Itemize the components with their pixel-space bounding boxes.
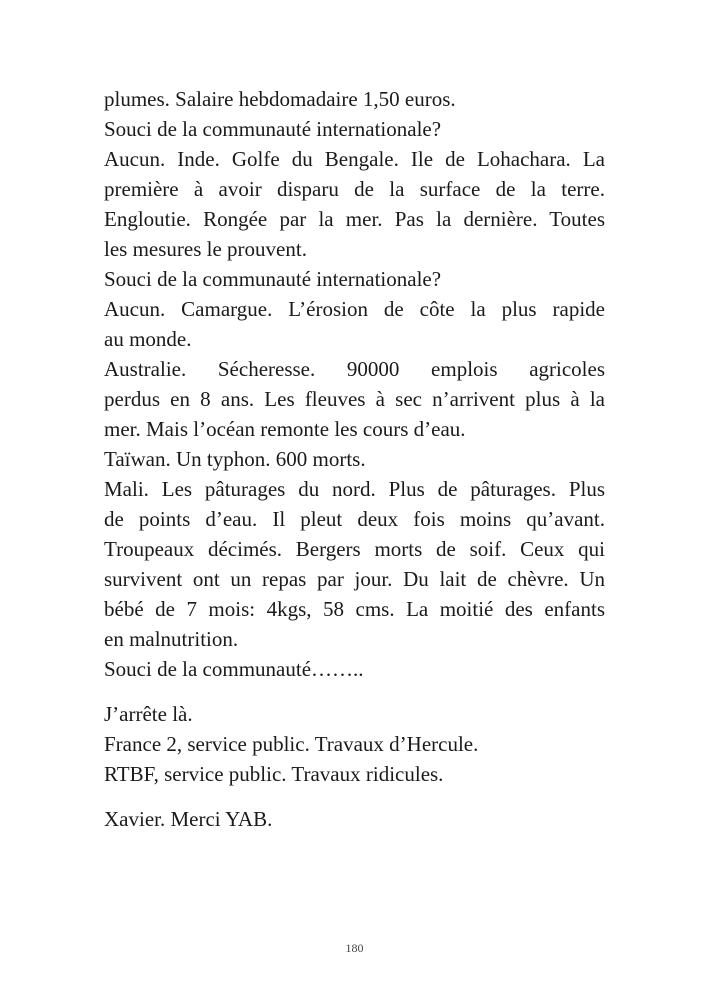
paragraph-gap bbox=[104, 684, 605, 699]
signature-line: Xavier. Merci YAB. bbox=[104, 807, 273, 831]
text-line: Australie. Sécheresse. 90000 emplois agricoles bbox=[104, 357, 605, 381]
text-line: survivent ont un repas par jour. Du lait de chèvre. Un bbox=[104, 567, 605, 591]
text-line: Taïwan. Un typhon. 600 morts. bbox=[104, 447, 366, 471]
text-line: Souci de la communauté internationale? bbox=[104, 117, 442, 141]
text-line: plumes. Salaire hebdomadaire 1,50 euros. bbox=[104, 87, 456, 111]
body-text bbox=[104, 84, 605, 834]
text-line: perdus en 8 ans. Les fleuves à sec n’arrivent plus à la bbox=[104, 387, 605, 411]
text-line: Aucun. Inde. Golfe du Bengale. Ile de Lohachara. La bbox=[104, 147, 605, 171]
text-line: France 2, service public. Travaux d’Hercule. bbox=[104, 732, 479, 756]
page-number: 180 bbox=[345, 941, 364, 955]
text-line: Mali. Les pâturages du nord. Plus de pâturages. Plus bbox=[104, 477, 605, 501]
text-line: les mesures le prouvent. bbox=[104, 237, 307, 261]
text-line: Aucun. Camargue. L’érosion de côte la plus rapide bbox=[104, 297, 605, 321]
text-line: bébé de 7 mois: 4kgs, 58 cms. La moitié des enfants bbox=[104, 597, 605, 621]
paragraph-gap bbox=[104, 789, 605, 804]
text-line: au monde. bbox=[104, 327, 192, 351]
text-line: Troupeaux décimés. Bergers morts de soif. Ceux qui bbox=[104, 537, 605, 561]
text-line: Souci de la communauté internationale? bbox=[104, 267, 442, 291]
text-line: première à avoir disparu de la surface de la terre. bbox=[104, 177, 605, 201]
text-line: RTBF, service public. Travaux ridicules. bbox=[104, 762, 444, 786]
text-line: mer. Mais l’océan remonte les cours d’eau. bbox=[104, 417, 466, 441]
text-line: de points d’eau. Il pleut deux fois moins qu’avant. bbox=[104, 507, 605, 531]
text-line: Souci de la communauté…….. bbox=[104, 657, 364, 681]
text-line: en malnutrition. bbox=[104, 627, 239, 651]
text-line: J’arrête là. bbox=[104, 702, 193, 726]
text-line: Engloutie. Rongée par la mer. Pas la dernière. Toutes bbox=[104, 207, 605, 231]
